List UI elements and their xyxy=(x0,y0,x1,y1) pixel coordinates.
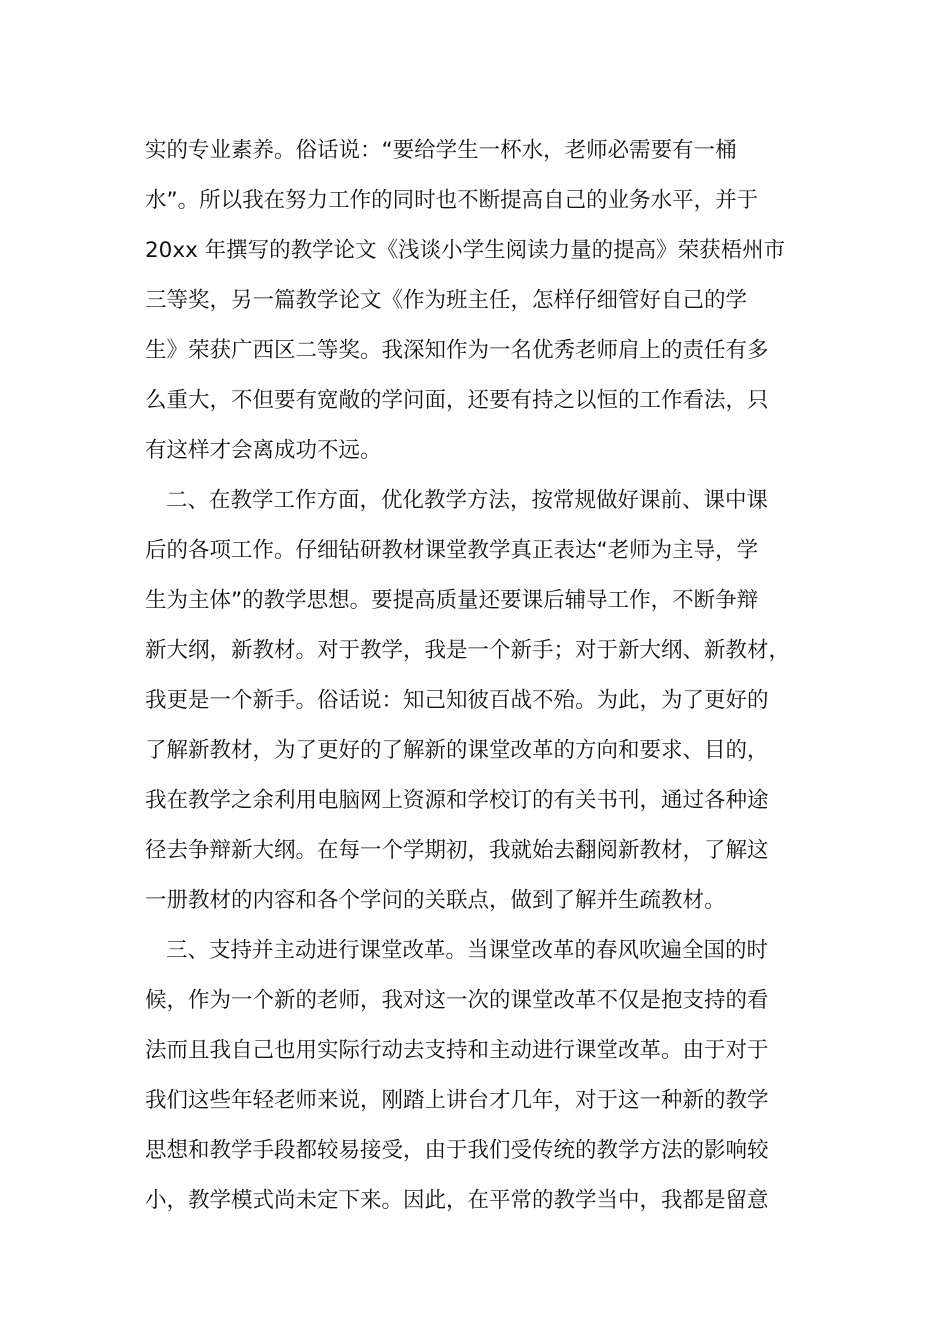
text-line: 实的专业素养。俗话说：“要给学生一杯水，老师必需要有一桶 xyxy=(145,138,737,163)
text-line: 我更是一个新手。俗话说：知己知彼百战不殆。为此，为了更好的 xyxy=(145,688,769,713)
text-line: 一册教材的内容和各个学问的关联点，做到了解并生疏教材。 xyxy=(145,888,726,913)
text-line: 二、在教学工作方面，优化教学方法，按常规做好课前、课中课 xyxy=(166,488,769,513)
text-line: 有这样才会离成功不远。 xyxy=(145,438,382,463)
text-line: 径去争辩新大纲。在每一个学期初，我就始去翻阅新教材，了解这 xyxy=(145,838,769,863)
text-line: 三、支持并主动进行课堂改革。当课堂改革的春风吹遍全国的时 xyxy=(166,938,769,963)
text-line: 新大纲，新教材。对于教学，我是一个新手；对于新大纲、新教材， xyxy=(145,638,791,663)
text-line: 三等奖，另一篇教学论文《作为班主任，怎样仔细管好自己的学 xyxy=(145,288,748,313)
text-line: 生为主体”的教学思想。要提高质量还要课后辅导工作，不断争辩 xyxy=(145,588,759,613)
text-line: 后的各项工作。仔细钻研教材课堂教学真正表达“老师为主导，学 xyxy=(145,538,759,563)
text-line: 小，教学模式尚未定下来。因此，在平常的教学当中，我都是留意 xyxy=(145,1188,769,1213)
text-line: 我在教学之余利用电脑网上资源和学校订的有关书刊，通过各种途 xyxy=(145,788,769,813)
text-line: 生》荣获广西区二等奖。我深知作为一名优秀老师肩上的责任有多 xyxy=(145,338,769,363)
text-line: 了解新教材，为了更好的了解新的课堂改革的方向和要求、目的， xyxy=(145,738,769,763)
text-line: 水”。所以我在努力工作的同时也不断提高自己的业务水平，并于 xyxy=(145,188,759,213)
text-line: 候，作为一个新的老师，我对这一次的课堂改革不仅是抱支持的看 xyxy=(145,988,769,1013)
document-body xyxy=(145,126,815,1226)
text-line: 思想和教学手段都较易接受，由于我们受传统的教学方法的影响较 xyxy=(145,1138,769,1163)
text-line: 么重大，不但要有宽敞的学问面，还要有持之以恒的工作看法，只 xyxy=(145,388,769,413)
text-line: 我们这些年轻老师来说，刚踏上讲台才几年，对于这一种新的教学 xyxy=(145,1088,769,1113)
text-line: 20xx 年撰写的教学论文《浅谈小学生阅读力量的提高》荣获梧州市 xyxy=(145,238,786,263)
text-line: 法而且我自己也用实际行动去支持和主动进行课堂改革。由于对于 xyxy=(145,1038,769,1063)
